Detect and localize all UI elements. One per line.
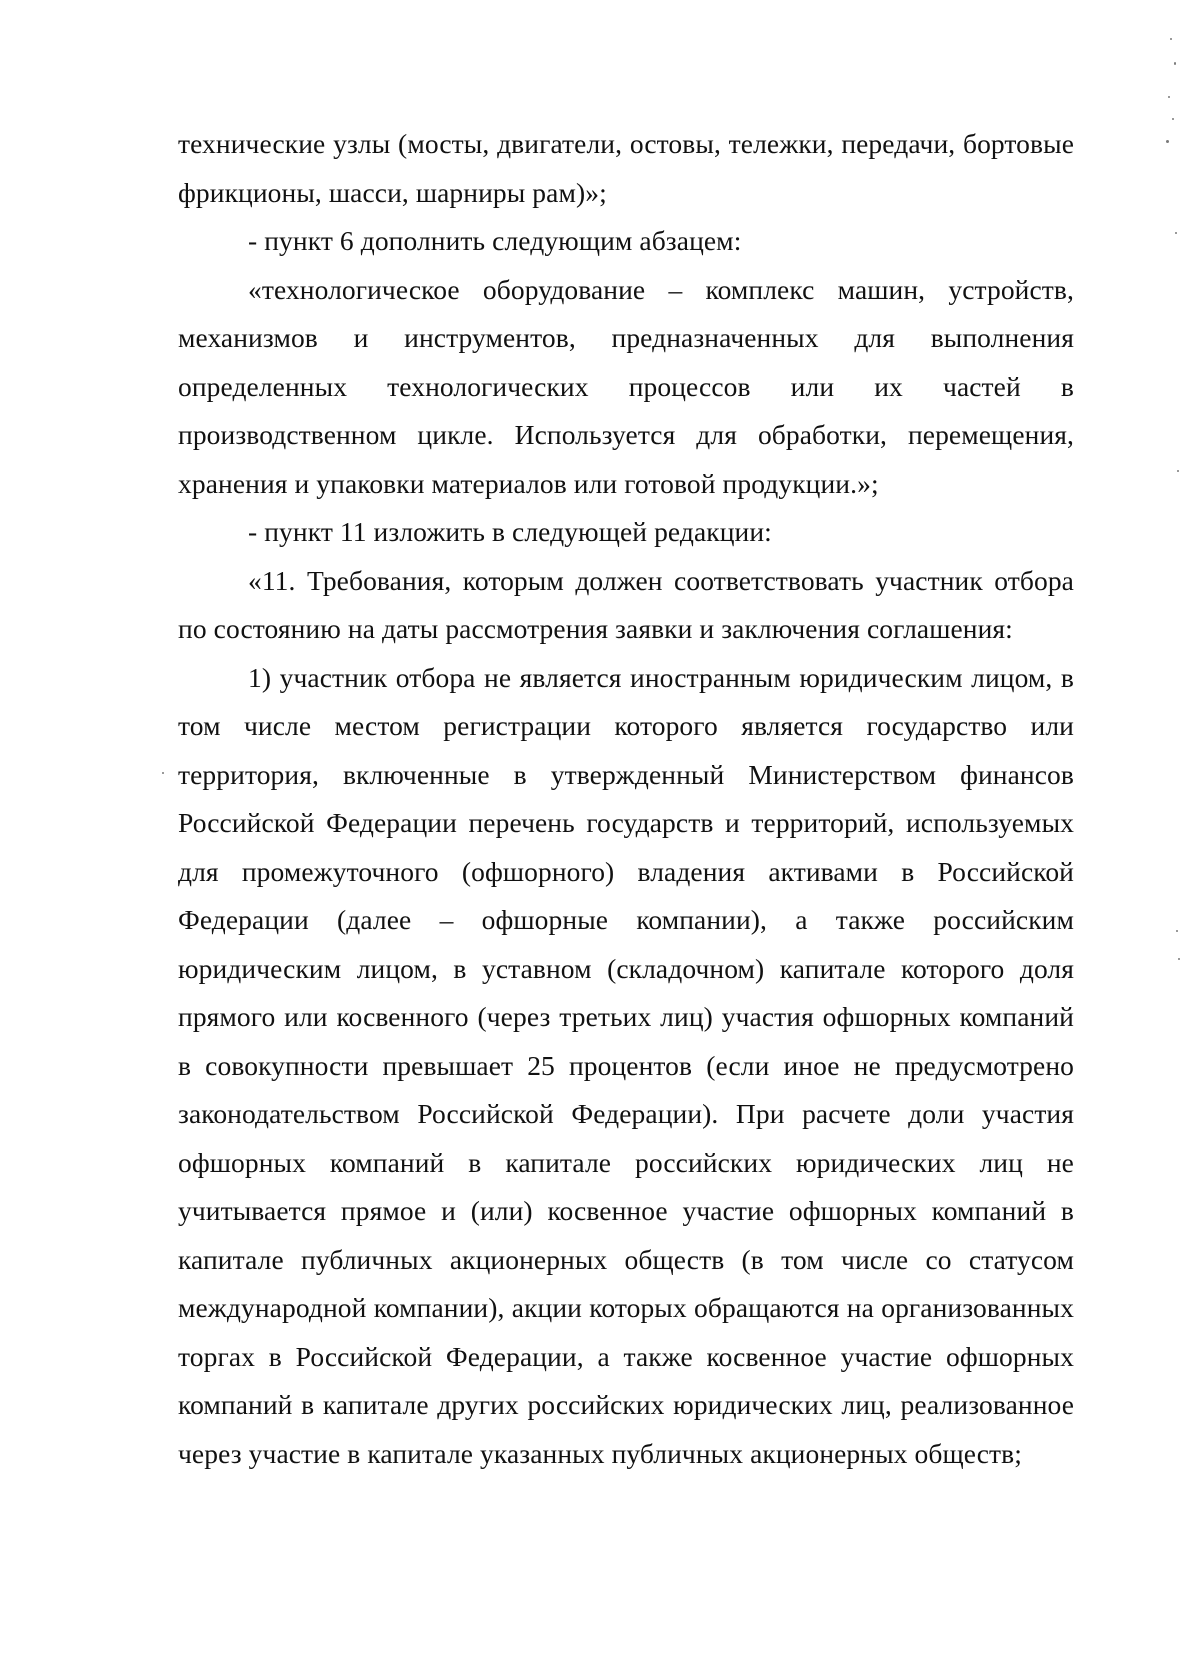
scan-speckle <box>1168 96 1170 98</box>
scan-speckle <box>1175 232 1177 234</box>
scan-speckle <box>1172 118 1174 120</box>
paragraph-3: «технологическое оборудование – комплекс машин, устройств, механизмов и инструментов, предназначенных для выполнения определенных технологических процессов или их частей в производственном цикле. Используется для обработки, перемещения, хранения и упаковки материалов или готовой продукции.»; <box>178 273 1074 499</box>
scan-speckle <box>1174 62 1176 65</box>
paragraph-2: - пункт 6 дополнить следующим абзацем: <box>248 225 742 256</box>
scan-speckle <box>162 772 164 774</box>
scan-speckle <box>1176 930 1178 932</box>
paragraph-1: технические узлы (мосты, двигатели, остовы, тележки, передачи, бортовые фрикционы, шасси, шарниры рам)»; <box>178 128 1074 208</box>
paragraph-5: «11. Требования, которым должен соответствовать участник отбора по состоянию на даты рассмотрения заявки и заключения соглашения: <box>178 564 1074 644</box>
paragraph-4: - пункт 11 изложить в следующей редакции: <box>248 516 772 547</box>
scan-speckle <box>1177 470 1179 472</box>
document-body <box>178 120 1074 1478</box>
scan-speckle <box>1166 140 1169 143</box>
scan-speckle <box>1178 958 1180 960</box>
paragraph-6: 1) участник отбора не является иностранным юридическим лицом, в том числе местом регистрации которого является государство или территория, включенные в утвержденный Министерством финансов Российской Федерации перечень государств и территорий, используемых для промежуточного (офшорного) владения активами в Российской Федерации (далее – офшорные компании), а также российским юридическим лицом, в уставном (складочном) капитале которого доля прямого или косвенного (через третьих лиц) участия офшорных компаний в совокупности превышает 25 процентов (если иное не предусмотрено законодательством Российской Федерации). При расчете доли участия офшорных компаний в капитале российских юридических лиц не учитывается прямое и (или) косвенное участие офшорных компаний в капитале публичных акционерных обществ (в том числе со статусом международной компании), акции которых обращаются на организованных торгах в Российской Федерации, а также косвенное участие офшорных компаний в капитале других российских юридических лиц, реализованное через участие в капитале указанных публичных акционерных обществ; <box>178 661 1074 1469</box>
scan-speckle <box>1170 38 1172 40</box>
